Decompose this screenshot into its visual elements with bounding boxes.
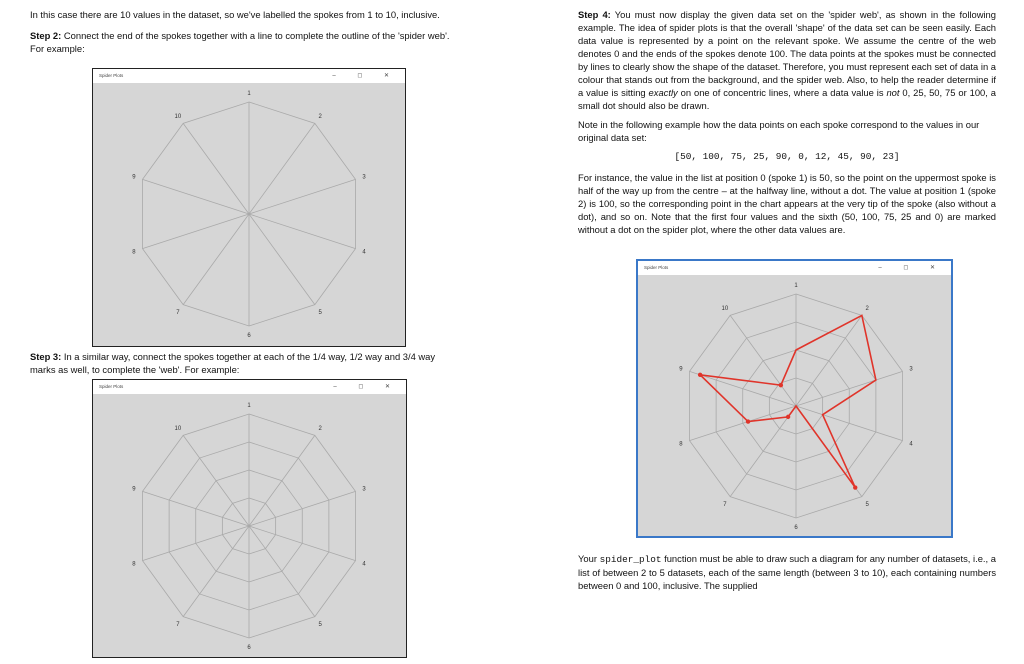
spoke-label: 6	[247, 333, 251, 339]
data-point-dot	[779, 383, 783, 387]
step2-paragraph	[30, 29, 450, 55]
instance-paragraph: For instance, the value in the list at position 0 (spoke 1) is 50, so the point on the uppermost spoke is half of the way up from the centre – at the halfway line, without a dot. The value at position 1 (spoke 2) is 100, so the corresponding point in the chart appears at the very tip of the spoke (also without a dot), and so on. Note that the first four values and the sixth (50, 100, 75, 25 and 0) are marked without a dot on the spider plot, where the other data values are.	[578, 172, 996, 235]
final-text-a: Your	[578, 553, 600, 564]
step2-label: Step 2:	[30, 30, 62, 41]
spider-window-web	[92, 379, 407, 658]
spoke-label: 7	[176, 309, 180, 316]
data-point-dot	[853, 485, 857, 489]
spoke-line	[183, 123, 249, 214]
spoke-label: 2	[318, 114, 322, 121]
spoke-label: 9	[679, 366, 683, 373]
spoke-line	[183, 214, 249, 305]
data-point-dot	[698, 373, 702, 377]
window-titlebar	[638, 261, 951, 275]
step3-block	[30, 350, 450, 376]
intro-paragraph: In this case there are 10 values in the dataset, so we've labelled the spokes from 1 to 10, inclusive.	[30, 9, 440, 20]
step4-text-a: You must now display the given data set on the 'spider web', as shown in the following example. The idea of spider plots is that the overall 'shape' of the data set can be seen easily. Each data value is represented by a point on the relevant spoke. We assume the centre of the web denotes 0 and the ends of the spokes denote 100. The data points at the spokes must be connected by lines to clearly show the shape of the dataset. Therefore, you must represent each set of data in a colour that stands out from the background, and the spider web. Also, to help the reader determine if a value is sitting	[578, 9, 996, 98]
step3-label: Step 3:	[30, 351, 62, 362]
spider-web-outline-canvas	[93, 83, 405, 346]
spoke-line	[249, 179, 356, 214]
spoke-label: 10	[174, 114, 182, 121]
spider-web-full-canvas	[93, 394, 406, 657]
spoke-label: 5	[318, 309, 322, 316]
dataset-code: [50, 100, 75, 25, 90, 0, 12, 45, 90, 23]	[674, 151, 900, 162]
spoke-line	[249, 214, 356, 249]
left-column	[30, 8, 450, 55]
spoke-label: 4	[362, 249, 366, 256]
spoke-line	[249, 123, 315, 214]
spoke-line	[142, 179, 249, 214]
spider-plot-canvas	[638, 275, 951, 536]
spoke-label: 7	[723, 501, 727, 508]
final-code: spider_plot	[599, 554, 662, 565]
spoke-label: 1	[247, 403, 251, 409]
spoke-label: 9	[132, 174, 136, 181]
step4-text-c: 0, 25, 50, 75 or 100, a small dot should also be drawn.	[578, 87, 996, 111]
spoke-line	[142, 214, 249, 249]
step4-paragraph	[578, 8, 996, 112]
right-column	[578, 8, 996, 236]
final-text-b: function must be able to draw such a diagram for any number of datasets, i.e., a list of between 2 to 5 datasets, each of the same length (between 3 to 10), each containing numbers between 0 and 100, inclusive. The supplied	[578, 553, 996, 591]
window-controls[interactable]: – ◻ ✕	[333, 384, 400, 390]
spoke-label: 6	[794, 525, 798, 531]
spoke-label: 9	[132, 486, 136, 493]
window-controls[interactable]: – ◻ ✕	[332, 73, 399, 79]
window-titlebar	[93, 380, 406, 394]
spoke-label: 2	[318, 426, 322, 433]
data-point-dot	[746, 419, 750, 423]
spider-window-outline	[92, 68, 406, 347]
spoke-label: 8	[132, 249, 136, 256]
spoke-label: 10	[721, 306, 729, 313]
spoke-label: 4	[362, 561, 366, 568]
step2-text: Connect the end of the spokes together with a line to complete the outline of the 'spider web'. For example:	[30, 30, 450, 54]
spoke-label: 1	[247, 91, 251, 97]
window-titlebar	[93, 69, 405, 83]
spoke-line	[249, 214, 315, 305]
spoke-label: 3	[362, 174, 366, 181]
spoke-label: 5	[865, 501, 869, 508]
spoke-label: 3	[362, 486, 366, 493]
step3-paragraph	[30, 350, 450, 376]
final-block	[578, 552, 996, 592]
step4-label: Step 4:	[578, 9, 611, 20]
step4-emphasis-not: not	[886, 87, 900, 98]
spoke-label: 1	[794, 283, 798, 289]
spoke-label: 4	[909, 441, 913, 448]
window-title: Spider Plots	[99, 384, 124, 389]
window-title: Spider Plots	[99, 73, 124, 78]
spoke-label: 2	[865, 306, 869, 313]
final-paragraph	[578, 552, 996, 592]
step4-emphasis-exactly: exactly	[648, 87, 678, 98]
spoke-label: 6	[247, 645, 251, 651]
window-controls[interactable]: – ◻ ✕	[878, 265, 945, 271]
spoke-label: 7	[176, 621, 180, 628]
step3-text: In a similar way, connect the spokes together at each of the 1/4 way, 1/2 way and 3/4 way marks as well, to complete the 'web'. For example:	[30, 351, 436, 375]
spoke-label: 8	[132, 561, 136, 568]
step4-text-b: on one of concentric lines, where a data value is	[677, 87, 887, 98]
spoke-label: 3	[909, 366, 913, 373]
note-paragraph: Note in the following example how the data points on each spoke correspond to the values in our original data set:	[578, 119, 980, 143]
spider-window-plot	[636, 259, 953, 538]
data-point-dot	[786, 415, 790, 419]
window-title: Spider Plots	[644, 265, 669, 270]
spoke-label: 10	[174, 426, 182, 433]
spoke-label: 8	[679, 441, 683, 448]
spoke-label: 5	[318, 621, 322, 628]
